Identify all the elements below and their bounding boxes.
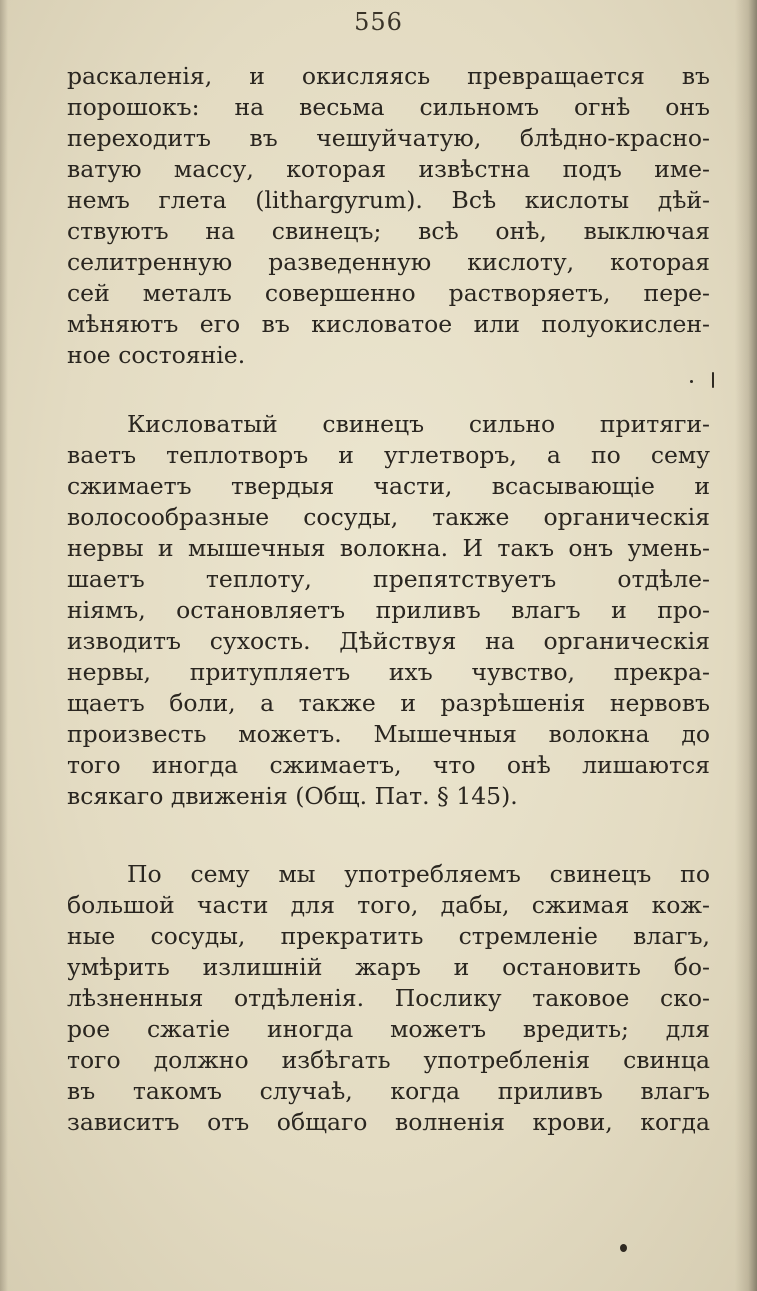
text-line: ватую массу, которая извѣстна подъ име- — [67, 155, 710, 183]
text-line: порошокъ: на весьма сильномъ огнѣ онъ — [67, 93, 710, 121]
text-line: рое сжатіе иногда можетъ вредить; для — [67, 1015, 710, 1043]
paragraph-1 — [67, 61, 710, 371]
text-line: раскаленія, и окисляясь превращается въ — [67, 62, 710, 90]
paragraph-2 — [67, 409, 710, 812]
text-line: того должно избѣгать употребленія свинца — [67, 1046, 710, 1074]
page-edge-shadow-right — [735, 0, 757, 1291]
text-line: ствуютъ на свинецъ; всѣ онѣ, выключая — [67, 217, 710, 245]
text-line: зависитъ отъ общаго волненія крови, когда — [67, 1108, 710, 1136]
text-line: всякаго движенія (Общ. Пат. § 145). — [67, 782, 518, 810]
text-line: ніямъ, остановляетъ приливъ влагъ и про- — [67, 596, 710, 624]
page-edge-shadow-left — [0, 0, 8, 1291]
text-line: въ такомъ случаѣ, когда приливъ влагъ — [67, 1077, 710, 1105]
text-line: большой части для того, дабы, сжимая кож- — [67, 891, 710, 919]
text-line: мѣняютъ его въ кисловатое или полуокислен- — [67, 310, 710, 338]
text-line: волосообразные сосуды, также органическія — [67, 503, 710, 531]
text-line: изводитъ сухость. Дѣйствуя на органическія — [67, 627, 710, 655]
text-line: нервы и мышечныя волокна. И такъ онъ умень- — [67, 534, 710, 562]
text-line: лѣзненныя отдѣленія. Послику таковое ско- — [67, 984, 710, 1012]
text-line: ные сосуды, прекратить стремленіе влагъ, — [67, 922, 710, 950]
text-line: По сему мы употребляемъ свинецъ по — [127, 860, 710, 888]
text-line: произвесть можетъ. Мышечныя волокна до — [67, 720, 710, 748]
ink-speck — [690, 380, 693, 383]
ink-speck — [620, 1244, 627, 1252]
text-line: немъ глета (lithargyrum). Всѣ кислоты дѣй- — [67, 186, 710, 214]
text-line: умѣрить излишній жаръ и остановить бо- — [67, 953, 710, 981]
text-line: сжимаетъ твердыя части, всасывающіе и — [67, 472, 710, 500]
text-line: нервы, притупляетъ ихъ чувство, прекра- — [67, 658, 710, 686]
text-line: переходитъ въ чешуйчатую, блѣдно-красно- — [67, 124, 710, 152]
text-line: селитренную разведенную кислоту, которая — [67, 248, 710, 276]
ink-speck — [712, 372, 714, 388]
page-number: 556 — [354, 8, 403, 36]
text-line: шаетъ теплоту, препятствуетъ отдѣле- — [67, 565, 710, 593]
text-line: ваетъ теплотворъ и углетворъ, а по сему — [67, 441, 710, 469]
text-line: ное состояніе. — [67, 341, 246, 369]
text-line: щаетъ боли, а также и разрѣшенія нервовъ — [67, 689, 710, 717]
text-line: того иногда сжимаетъ, что онѣ лишаются — [67, 751, 710, 779]
text-line: сей металъ совершенно растворяетъ, пере- — [67, 279, 710, 307]
text-line: Кисловатый свинецъ сильно притяги- — [127, 410, 710, 438]
paragraph-3 — [67, 859, 710, 1138]
